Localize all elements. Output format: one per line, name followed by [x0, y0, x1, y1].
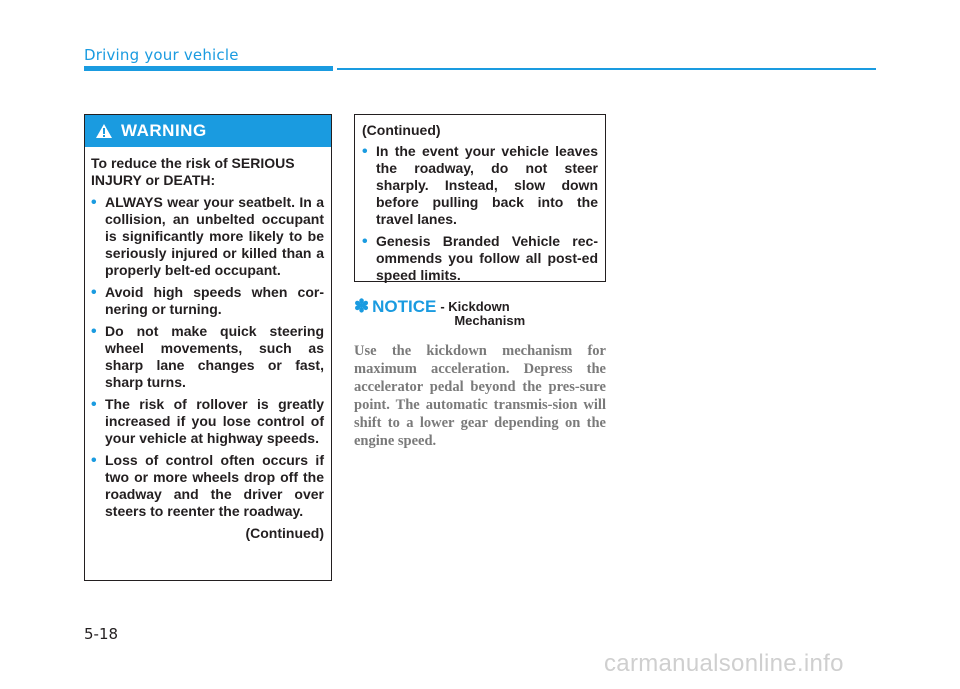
- notice-star-icon: ✽: [354, 296, 370, 316]
- notice-heading: [354, 296, 606, 328]
- warning-continued-label: (Continued): [245, 525, 324, 541]
- notice-title: NOTICE: [372, 296, 437, 316]
- warning-bullet-list: [91, 194, 324, 520]
- notice-section: [354, 296, 606, 465]
- notice-body: Use the kickdown mechanism for maximum acceleration. Depress the accelerator pedal beyond the pres-sure point. The automatic transmis-sion will shift to a lower gear depending on the engine speed.: [354, 343, 606, 449]
- warning-title: WARNING: [121, 121, 207, 140]
- page-number: 5-18: [84, 625, 119, 643]
- section-title: Driving your vehicle: [84, 46, 239, 64]
- header-rule-thin: [337, 68, 876, 70]
- notice-subtitle-line1: - Kickdown: [440, 299, 510, 314]
- continued-bullet-speed-limits: • Genesis Branded Vehicle rec-ommends you follow all post-ed speed limits.: [362, 233, 598, 284]
- notice-label: [354, 296, 436, 317]
- header-rule-thick: [84, 66, 333, 71]
- warning-bullet-seatbelt: • ALWAYS wear your seatbelt. In a collision, an unbelted occupant is significantly more likely to be seriously injured or killed than a properly belt-ed occupant.: [91, 194, 324, 279]
- warning-triangle-icon: [95, 123, 113, 139]
- continued-bullet-list: [362, 143, 598, 284]
- warning-bullet-rollover: • The risk of rollover is greatly increased if you lose control of your vehicle at highway speeds.: [91, 396, 324, 447]
- warning-box: [84, 114, 332, 581]
- continued-bullet-roadway: • In the event your vehicle leaves the roadway, do not steer sharply. Instead, slow down before pulling back into the travel lanes.: [362, 143, 598, 228]
- warning-body: [85, 147, 331, 542]
- warning-header: [85, 115, 331, 147]
- warning-intro: To reduce the risk of SERIOUS INJURY or DEATH:: [91, 155, 295, 188]
- notice-subtitle-line2: Mechanism: [454, 313, 526, 328]
- warning-bullet-speed: • Avoid high speeds when cor-nering or turning.: [91, 284, 324, 318]
- continued-heading: (Continued): [362, 122, 441, 138]
- continued-box: [354, 114, 606, 282]
- notice-subtitle: [440, 300, 525, 328]
- warning-bullet-control-loss: • Loss of control often occurs if two or more wheels drop off the roadway and the driver over steers to reenter the roadway.: [91, 452, 324, 520]
- warning-bullet-steering: • Do not make quick steering wheel movements, such as sharp lane changes or fast, sharp turns.: [91, 323, 324, 391]
- watermark: carmanualsonline.info: [604, 650, 844, 677]
